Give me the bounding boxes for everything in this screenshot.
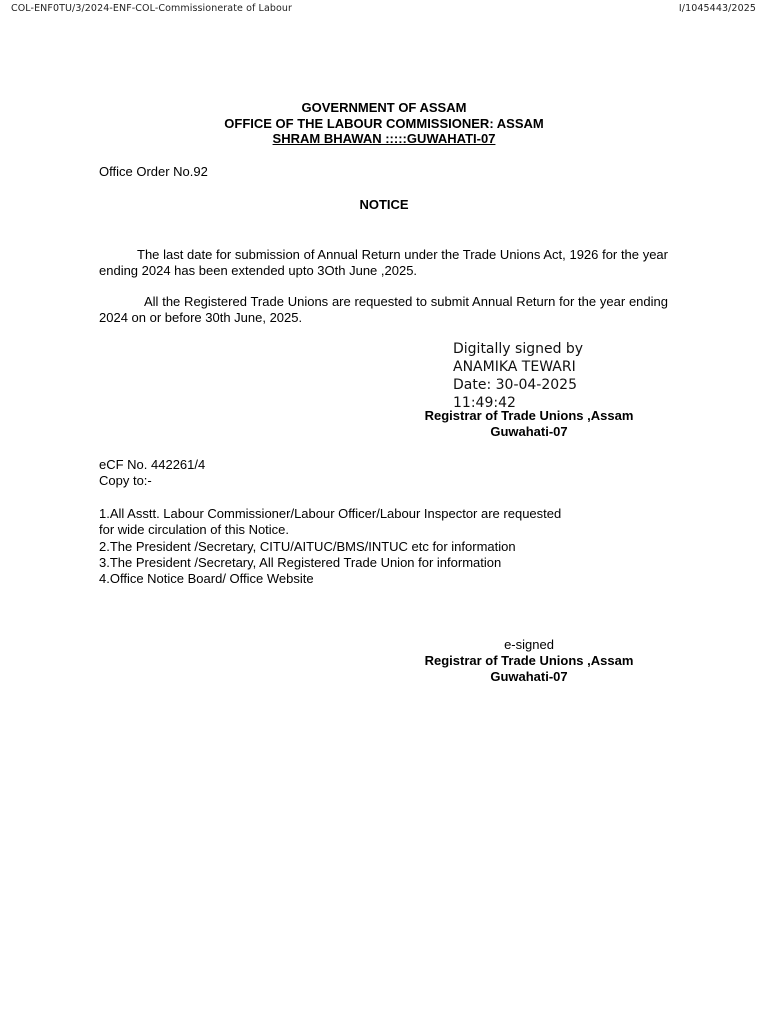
digital-signature-time: 11:49:42 [453,395,516,411]
signatory-place: Guwahati-07 [490,424,568,439]
copy-item-2: 2.The President /Secretary, CITU/AITUC/BMS/INTUC etc for information [99,538,516,554]
esign-block [414,637,644,685]
signatory-title: Registrar of Trade Unions ,Assam [424,408,634,423]
letterhead-address: SHRAM BHAWAN :::::GUWAHATI-07 [272,131,496,146]
signatory-block [414,408,644,440]
copy-to-label: Copy to:- [99,473,152,488]
esign-title: Registrar of Trade Unions ,Assam [424,653,634,668]
digital-signature-date: Date: 30-04-2025 [453,377,577,393]
esign-place: Guwahati-07 [490,669,568,684]
copy-item-4: 4.Office Notice Board/ Office Website [99,571,314,587]
copy-item-3: 3.The President /Secretary, All Registered Trade Union for information [99,554,502,570]
ecf-number: eCF No. 442261/4 [99,457,206,472]
esign-label: e-signed [504,637,554,652]
notice-title: NOTICE [359,197,409,212]
copy-item-1-continued: for wide circulation of this Notice. [99,522,290,538]
notice-paragraph-2: All the Registered Trade Unions are requested to submit Annual Return for the year ending 2024 on or before 30th June, 2025. [99,294,668,325]
file-reference: COL-ENF0TU/3/2024-ENF-COL-Commissionerate of Labour [11,3,293,14]
office-order-number: Office Order No.92 [99,164,208,179]
digital-signature-label: Digitally signed by [453,341,584,357]
digital-signature-signer: ANAMIKA TEWARI [453,359,576,375]
copy-item-1: 1.All Asstt. Labour Commissioner/Labour Officer/Labour Inspector are requested [99,506,562,521]
letterhead-government: GOVERNMENT OF ASSAM [301,100,467,115]
ecf-block [99,457,205,489]
document-number: I/1045443/2025 [678,3,756,14]
letterhead [0,100,768,147]
digital-signature-stamp [453,340,613,412]
notice-paragraph-1: The last date for submission of Annual Return under the Trade Unions Act, 1926 for the year ending 2024 has been extended upto 3Oth June ,2025. [99,247,668,278]
copy-recipients-list [99,506,599,587]
letterhead-office: OFFICE OF THE LABOUR COMMISSIONER: ASSAM [224,115,544,131]
